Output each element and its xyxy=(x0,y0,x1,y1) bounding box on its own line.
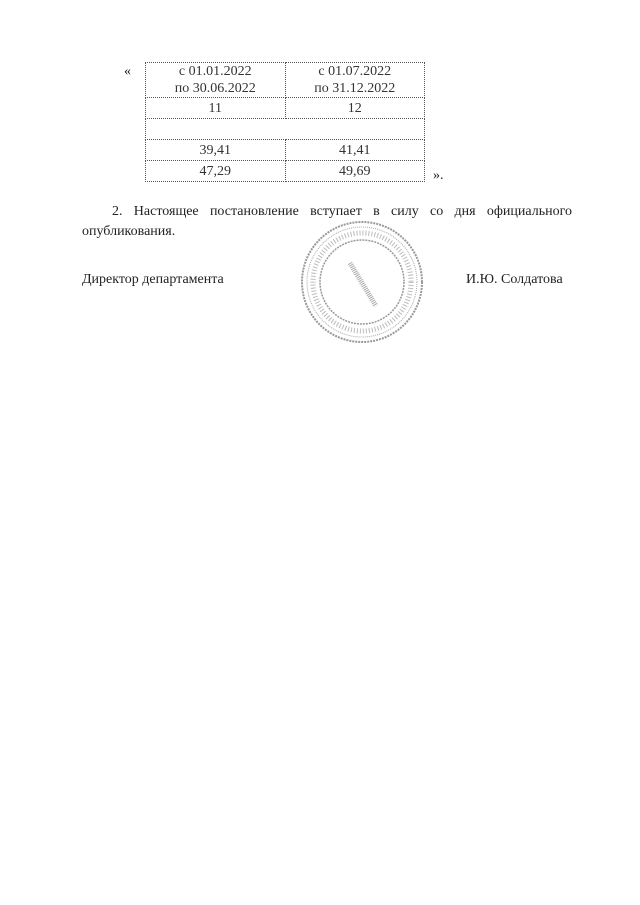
period-start: с 01.01.2022 xyxy=(178,64,252,79)
paragraph-2: 2. Настоящее постановление вступает в силу со дня официального опубликования. xyxy=(82,204,572,239)
header-cell xyxy=(285,63,425,98)
official-stamp xyxy=(298,218,426,351)
opening-quote: « xyxy=(124,64,131,79)
signatory-position: Директор департамента xyxy=(82,272,224,287)
tariff-table xyxy=(145,62,425,182)
period-end: по 30.06.2022 xyxy=(174,81,256,96)
closing-quote: ». xyxy=(433,168,444,183)
table-row xyxy=(146,161,425,182)
column-number: 12 xyxy=(285,98,425,119)
table-header-row xyxy=(146,63,425,98)
column-number-row xyxy=(146,98,425,119)
table-cell: 47,29 xyxy=(146,161,286,182)
table-cell: 41,41 xyxy=(285,140,425,161)
period-end: по 31.12.2022 xyxy=(314,81,396,96)
header-cell xyxy=(146,63,286,98)
column-number: 11 xyxy=(146,98,286,119)
table-row xyxy=(146,140,425,161)
table-cell: 39,41 xyxy=(146,140,286,161)
signatory-name: И.Ю. Солдатова xyxy=(466,272,563,287)
table-cell: 49,69 xyxy=(285,161,425,182)
empty-merged-row xyxy=(146,119,425,140)
empty-cell xyxy=(146,119,425,140)
period-start: с 01.07.2022 xyxy=(318,64,392,79)
